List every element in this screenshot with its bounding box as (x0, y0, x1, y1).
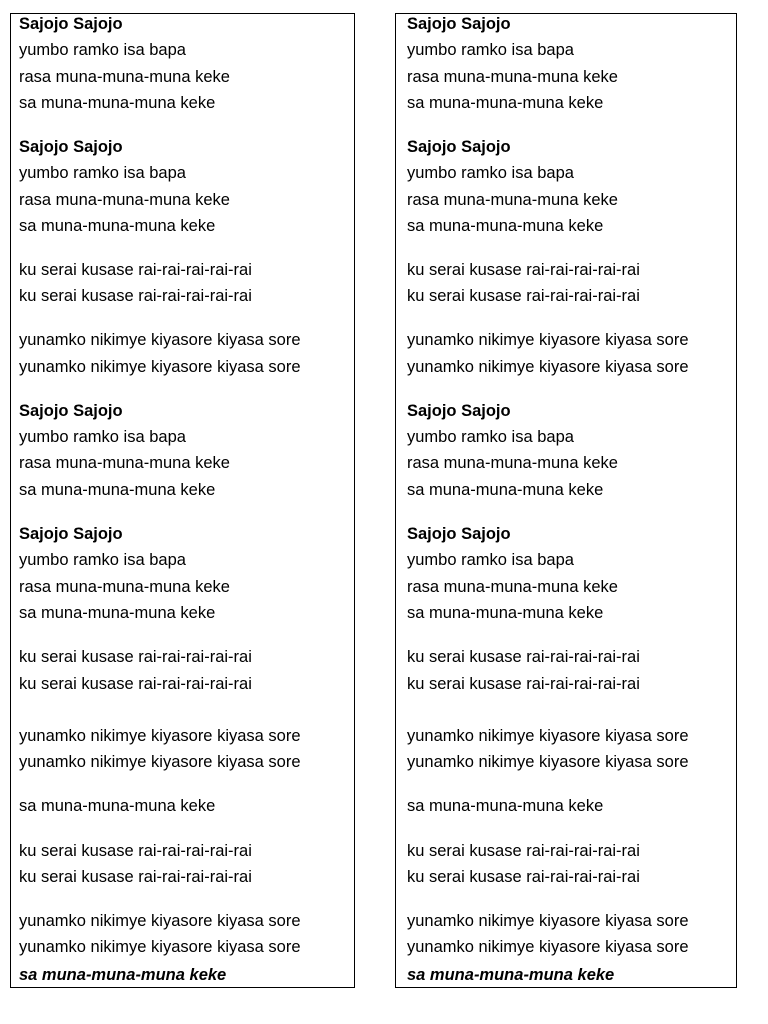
right-lyric-line-19: rasa muna-muna-muna keke (407, 578, 618, 596)
right-lyric-line-28: yunamko nikimye kiyasore kiyasa sore (407, 912, 689, 930)
right-lyric-line-20: sa muna-muna-muna keke (407, 604, 604, 622)
left-lyric-line-4: sa muna-muna-muna keke (19, 94, 216, 112)
left-lyric-line-12: yunamko nikimye kiyasore kiyasa sore (19, 358, 301, 376)
left-lyric-line-6: yumbo ramko isa bapa (19, 164, 186, 182)
right-lyric-line-27: ku serai kusase rai-rai-rai-rai-rai (407, 868, 640, 886)
right-lyric-line-9: ku serai kusase rai-rai-rai-rai-rai (407, 261, 640, 279)
left-lyric-line-27: ku serai kusase rai-rai-rai-rai-rai (19, 868, 252, 886)
right-lyric-line-10: ku serai kusase rai-rai-rai-rai-rai (407, 287, 640, 305)
right-lyric-line-2: yumbo ramko isa bapa (407, 41, 574, 59)
left-lyric-line-17: Sajojo Sajojo (19, 525, 123, 543)
right-lyric-line-14: yumbo ramko isa bapa (407, 428, 574, 446)
right-lyric-line-1: Sajojo Sajojo (407, 15, 511, 33)
left-lyric-line-24: yunamko nikimye kiyasore kiyasa sore (19, 753, 301, 771)
left-lyric-line-20: sa muna-muna-muna keke (19, 604, 216, 622)
left-lyric-line-5: Sajojo Sajojo (19, 138, 123, 156)
left-lyric-line-3: rasa muna-muna-muna keke (19, 68, 230, 86)
lyrics-column-left (10, 13, 355, 988)
left-lyric-line-25: sa muna-muna-muna keke (19, 797, 216, 815)
left-lyric-line-8: sa muna-muna-muna keke (19, 217, 216, 235)
left-lyric-line-11: yunamko nikimye kiyasore kiyasa sore (19, 331, 301, 349)
left-lyric-line-7: rasa muna-muna-muna keke (19, 191, 230, 209)
right-lyric-line-25: sa muna-muna-muna keke (407, 797, 604, 815)
right-lyric-line-11: yunamko nikimye kiyasore kiyasa sore (407, 331, 689, 349)
left-lyric-line-13: Sajojo Sajojo (19, 402, 123, 420)
right-lyric-line-13: Sajojo Sajojo (407, 402, 511, 420)
left-lyric-line-29: yunamko nikimye kiyasore kiyasa sore (19, 938, 301, 956)
left-lyric-line-28: yunamko nikimye kiyasore kiyasa sore (19, 912, 301, 930)
left-lyric-line-21: ku serai kusase rai-rai-rai-rai-rai (19, 648, 252, 666)
right-lyric-line-7: rasa muna-muna-muna keke (407, 191, 618, 209)
left-lyric-line-18: yumbo ramko isa bapa (19, 551, 186, 569)
right-lyric-line-12: yunamko nikimye kiyasore kiyasa sore (407, 358, 689, 376)
right-lyric-line-17: Sajojo Sajojo (407, 525, 511, 543)
left-lyric-line-19: rasa muna-muna-muna keke (19, 578, 230, 596)
right-lyric-line-23: yunamko nikimye kiyasore kiyasa sore (407, 727, 689, 745)
right-lyric-line-15: rasa muna-muna-muna keke (407, 454, 618, 472)
left-lyric-line-23: yunamko nikimye kiyasore kiyasa sore (19, 727, 301, 745)
left-lyric-line-2: yumbo ramko isa bapa (19, 41, 186, 59)
left-lyric-line-10: ku serai kusase rai-rai-rai-rai-rai (19, 287, 252, 305)
left-lyric-line-1: Sajojo Sajojo (19, 15, 123, 33)
right-lyric-line-3: rasa muna-muna-muna keke (407, 68, 618, 86)
lyrics-column-right (395, 13, 737, 988)
left-lyric-line-15: rasa muna-muna-muna keke (19, 454, 230, 472)
left-lyric-line-26: ku serai kusase rai-rai-rai-rai-rai (19, 842, 252, 860)
left-lyric-line-30: sa muna-muna-muna keke (19, 966, 227, 984)
right-lyric-line-30: sa muna-muna-muna keke (407, 966, 615, 984)
right-lyric-line-21: ku serai kusase rai-rai-rai-rai-rai (407, 648, 640, 666)
right-lyric-line-22: ku serai kusase rai-rai-rai-rai-rai (407, 675, 640, 693)
right-lyric-line-5: Sajojo Sajojo (407, 138, 511, 156)
right-lyric-line-24: yunamko nikimye kiyasore kiyasa sore (407, 753, 689, 771)
left-lyric-line-16: sa muna-muna-muna keke (19, 481, 216, 499)
right-lyric-line-4: sa muna-muna-muna keke (407, 94, 604, 112)
right-lyric-line-18: yumbo ramko isa bapa (407, 551, 574, 569)
right-lyric-line-26: ku serai kusase rai-rai-rai-rai-rai (407, 842, 640, 860)
left-lyric-line-9: ku serai kusase rai-rai-rai-rai-rai (19, 261, 252, 279)
left-lyric-line-22: ku serai kusase rai-rai-rai-rai-rai (19, 675, 252, 693)
right-lyric-line-6: yumbo ramko isa bapa (407, 164, 574, 182)
right-lyric-line-16: sa muna-muna-muna keke (407, 481, 604, 499)
right-lyric-line-29: yunamko nikimye kiyasore kiyasa sore (407, 938, 689, 956)
right-lyric-line-8: sa muna-muna-muna keke (407, 217, 604, 235)
left-lyric-line-14: yumbo ramko isa bapa (19, 428, 186, 446)
